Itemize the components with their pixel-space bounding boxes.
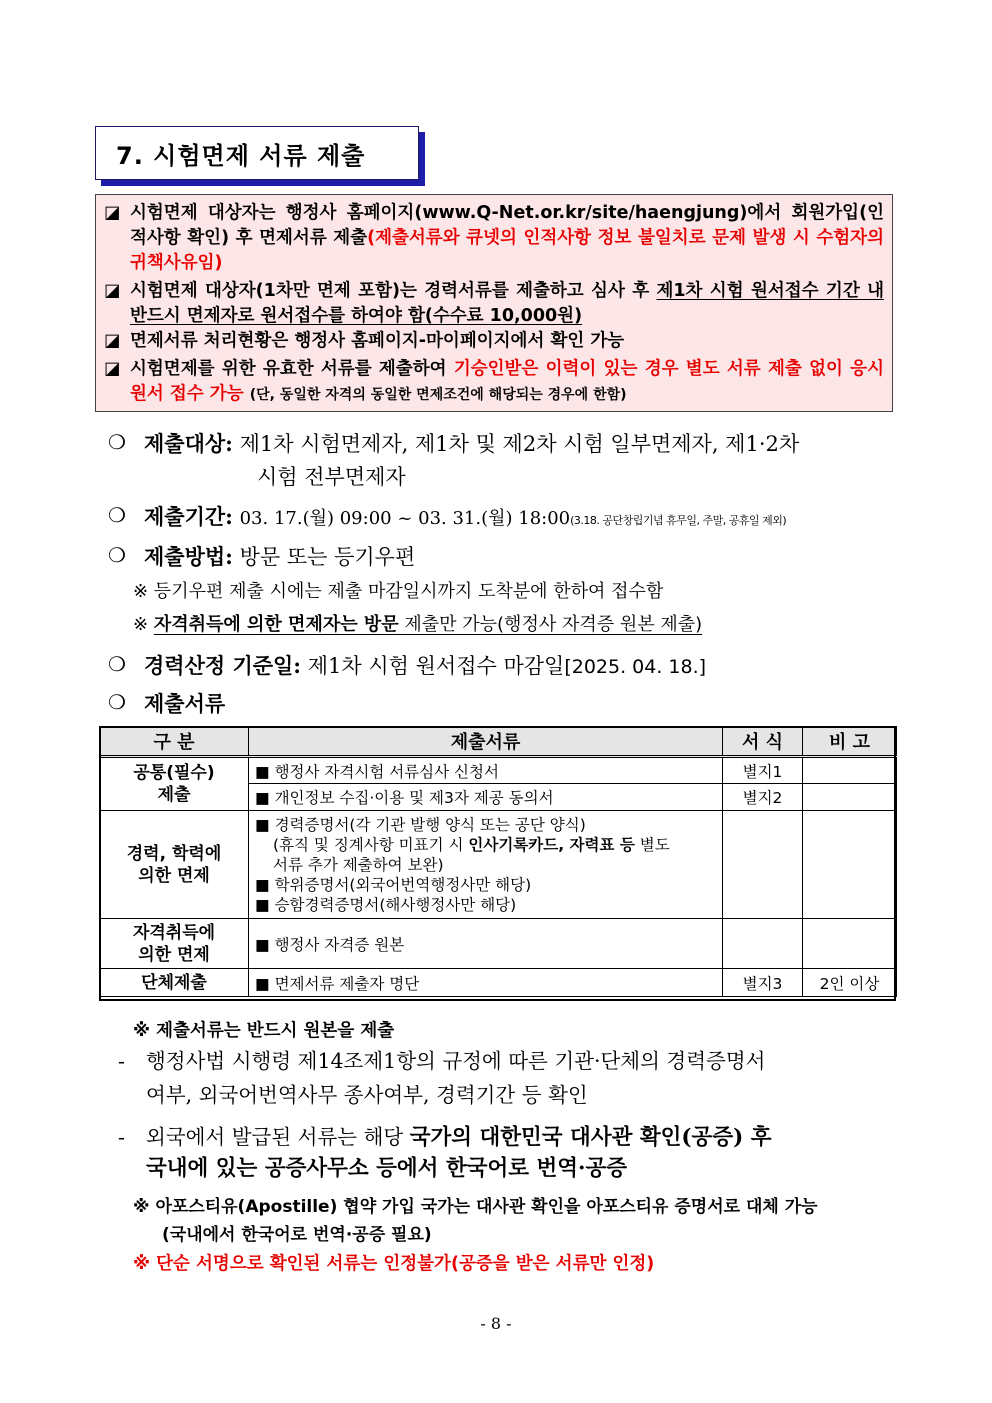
doc-cell: ■ 경력증명서(각 기관 발행 양식 또는 공단 양식) (휴직 및 징계사항 미표기 시 인사기록카드, 자력표 등 별도 서류 추가 제출하여 보완) ■ 학위증명서(외국어번역행정사만 해당) ■ 승함경력증명서(해사행정사만 해당) bbox=[249, 811, 723, 919]
doc-cell: ■ 행정사 자격증 원본 bbox=[249, 919, 723, 969]
doc-cell: ■ 면제서류 제출자 명단 bbox=[249, 969, 723, 997]
header-category: 구 분 bbox=[100, 727, 249, 757]
dash-icon: - bbox=[118, 1049, 125, 1073]
table-row bbox=[100, 811, 897, 919]
notice-item-1: ◪ 시험면제 대상자는 행정사 홈페이지(www.Q-Net.or.kr/site/haengjung)에서 회원가입(인적사항 확인) 후 면제서류 제출(제출서류와 큐넷의 인적사항 정보 불일치로 문제 발생 시 수험자의 귀책사유임) bbox=[104, 203, 884, 273]
method-note-1: ※ 등기우편 제출 시에는 제출 마감일시까지 도착분에 한하여 접수함 bbox=[133, 581, 664, 602]
header-documents: 제출서류 bbox=[249, 727, 723, 757]
original-note: ※ 제출서류는 반드시 원본을 제출 bbox=[133, 1021, 395, 1041]
table-row bbox=[100, 969, 897, 997]
note-cell bbox=[803, 919, 897, 969]
dash-icon: - bbox=[118, 1125, 125, 1149]
note-cell bbox=[803, 784, 897, 811]
para2-line1: 외국에서 발급된 서류는 해당 국가의 대한민국 대사관 확인(공증) 후 bbox=[146, 1125, 772, 1150]
checkbox-mark-icon: ◪ bbox=[104, 331, 121, 351]
note-cell bbox=[803, 811, 897, 919]
documents-table bbox=[99, 726, 897, 997]
apostille-note-1: ※ 아포스티유(Apostille) 협약 가입 국가는 대사관 확인을 아포스티유 증명서로 대체 가능 bbox=[133, 1197, 818, 1217]
form-cell: 별지1 bbox=[723, 757, 803, 784]
category-license: 자격취득에 의한 면제 bbox=[100, 919, 249, 969]
note-cell bbox=[803, 757, 897, 784]
table-header-row bbox=[100, 727, 897, 757]
doc-cell: ■ 행정사 자격시험 서류심사 신청서 bbox=[249, 757, 723, 784]
form-cell bbox=[723, 811, 803, 919]
form-cell: 별지2 bbox=[723, 784, 803, 811]
checkbox-mark-icon: ◪ bbox=[104, 203, 121, 223]
apostille-note-2: (국내에서 한국어로 번역·공증 필요) bbox=[162, 1225, 432, 1245]
target-line: 제출대상: 제1차 시험면제자, 제1차 및 제2차 시험 일부면제자, 제1·2차 bbox=[144, 431, 800, 456]
circle-bullet-icon: ❍ bbox=[108, 543, 126, 567]
notice-item-3: ◪ 면제서류 처리현황은 행정사 홈페이지-마이페이지에서 확인 가능 bbox=[104, 329, 884, 354]
section-title: 7. 시험면제 서류 제출 bbox=[116, 142, 366, 170]
notice-item-2: ◪ 시험면제 대상자(1차만 면제 포함)는 경력서류를 제출하고 심사 후 제1차 시험 원서접수 기간 내 반드시 면제자로 원서접수를 하여야 함(수수료 10,000원) bbox=[104, 281, 884, 326]
docs-label: 제출서류 bbox=[144, 691, 226, 716]
circle-bullet-icon: ❍ bbox=[108, 430, 126, 454]
header-note: 비 고 bbox=[803, 727, 897, 757]
circle-bullet-icon: ❍ bbox=[108, 652, 126, 676]
table-row bbox=[100, 757, 897, 784]
checkbox-mark-icon: ◪ bbox=[104, 359, 121, 379]
note-cell: 2인 이상 bbox=[803, 969, 897, 997]
checkbox-mark-icon: ◪ bbox=[104, 281, 121, 301]
section-title-box bbox=[95, 126, 419, 180]
para2-line2: 국내에 있는 공증사무소 등에서 한국어로 번역·공증 bbox=[146, 1156, 628, 1181]
notice-box bbox=[95, 194, 893, 412]
table-row bbox=[100, 919, 897, 969]
para1-line1: 행정사법 시행령 제14조제1항의 규정에 따른 기관·단체의 경력증명서 bbox=[146, 1049, 766, 1073]
target-line-2: 시험 전부면제자 bbox=[257, 465, 406, 489]
category-common: 공통(필수) 제출 bbox=[100, 757, 249, 811]
form-cell bbox=[723, 919, 803, 969]
para1-line2: 여부, 외국어번역사무 종사여부, 경력기간 등 확인 bbox=[146, 1083, 588, 1107]
circle-bullet-icon: ❍ bbox=[108, 690, 126, 714]
doc-cell: ■ 개인정보 수집·이용 및 제3자 제공 동의서 bbox=[249, 784, 723, 811]
category-career: 경력, 학력에 의한 면제 bbox=[100, 811, 249, 919]
period-line: 제출기간: 03. 17.(월) 09:00 ~ 03. 31.(월) 18:00(3.18. 공단창립기념 휴무일, 주말, 공휴일 제외) bbox=[144, 504, 787, 529]
header-form: 서 식 bbox=[723, 727, 803, 757]
category-group: 단체제출 bbox=[100, 969, 249, 997]
career-date-line: 경력산정 기준일: 제1차 시험 원서접수 마감일[2025. 04. 18.] bbox=[144, 653, 707, 678]
notice-item-4: ◪ 시험면제를 위한 유효한 서류를 제출하여 기승인받은 이력이 있는 경우 별도 서류 제출 없이 응시원서 접수 가능 (단, 동일한 자격의 동일한 면제조건에 해당되는 경우에 한함) bbox=[104, 359, 884, 404]
signature-warning: ※ 단순 서명으로 확인된 서류는 인정불가(공증을 받은 서류만 인정) bbox=[133, 1254, 655, 1274]
method-note-2: ※ 자격취득에 의한 면제자는 방문 제출만 가능(행정사 자격증 원본 제출) bbox=[133, 614, 703, 635]
page-number: - 8 - bbox=[480, 1314, 512, 1333]
form-cell: 별지3 bbox=[723, 969, 803, 997]
circle-bullet-icon: ❍ bbox=[108, 503, 126, 527]
method-line: 제출방법: 방문 또는 등기우편 bbox=[144, 544, 416, 569]
